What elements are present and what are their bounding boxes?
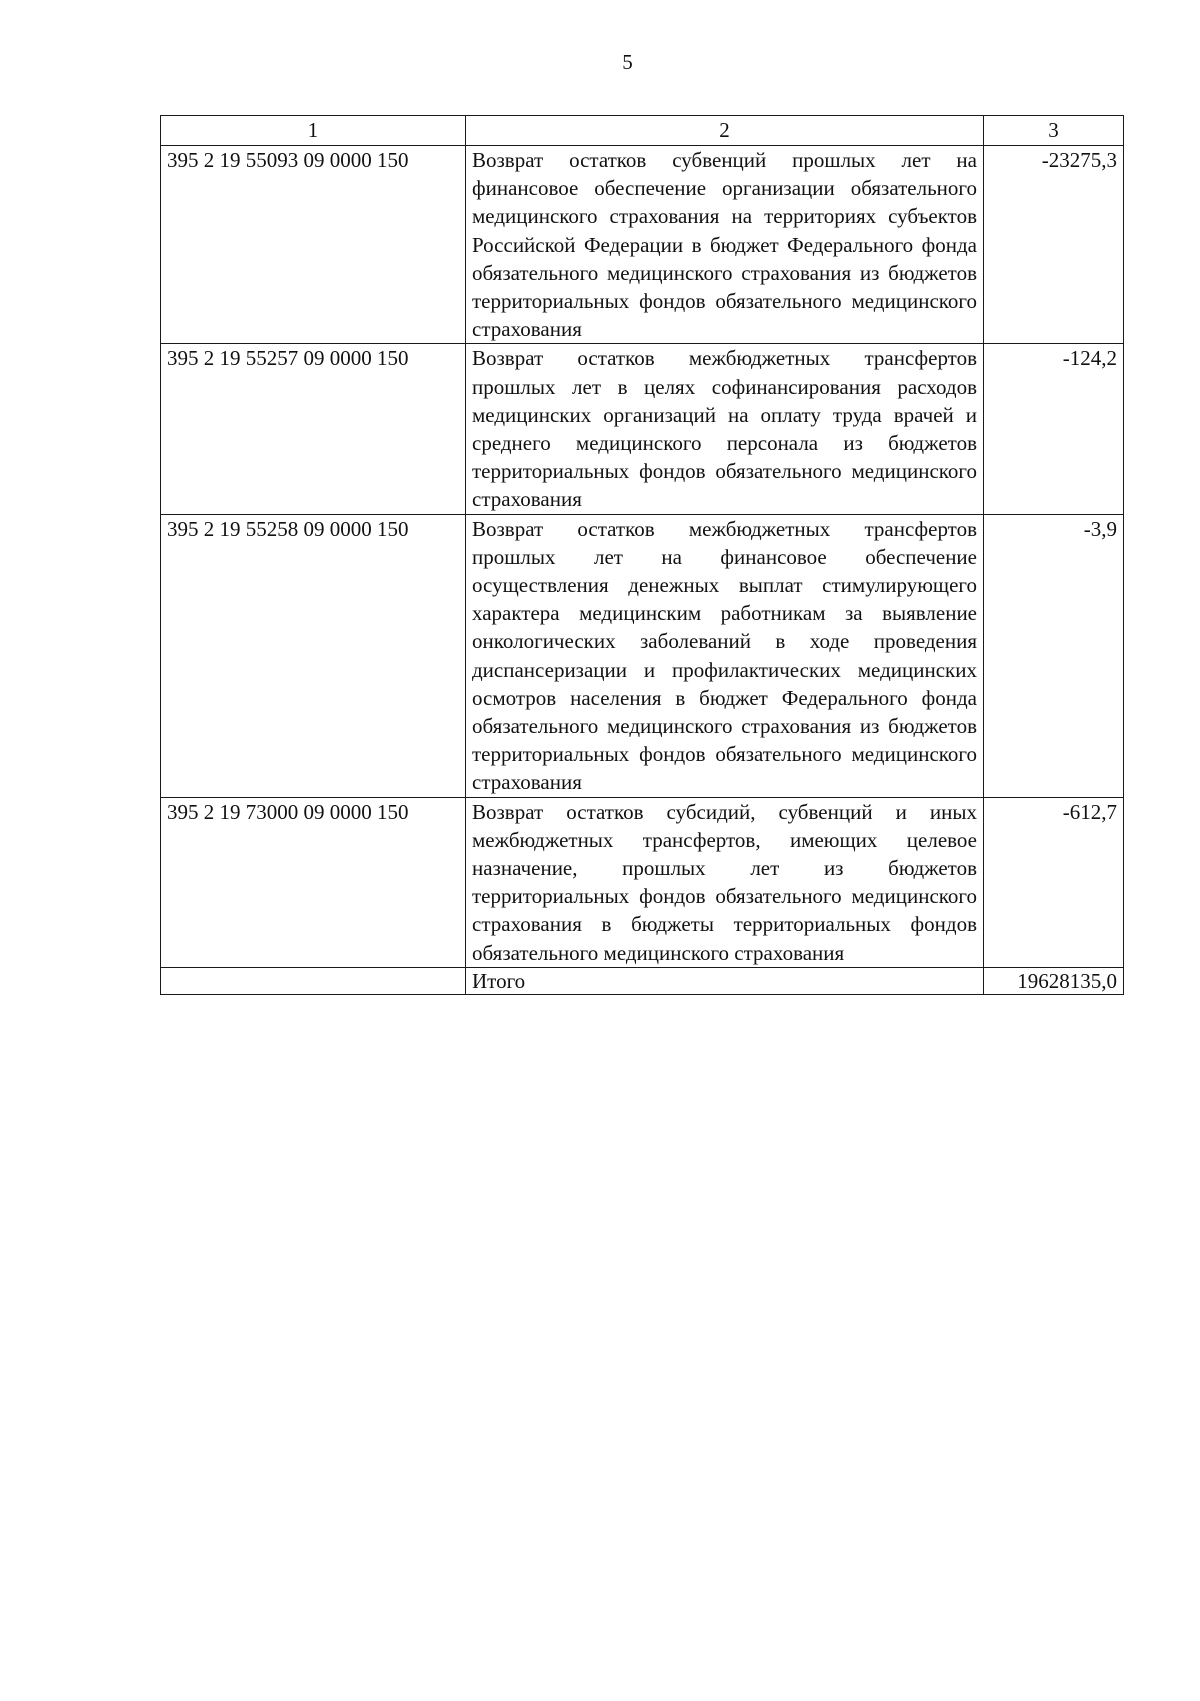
total-row	[161, 967, 1124, 994]
row-description: Возврат остатков межбюджетных трансфертов прошлых лет на финансовое обеспечение осуществления денежных выплат стимулирующего характера медицинским работникам за выявление онкологических заболеваний в ходе проведения диспансеризации и профилактических медицинских осмотров населения в бюджет Федерального фонда обязательного медицинского страхования из бюджетов территориальных фондов обязательного медицинского страхования	[466, 514, 984, 797]
budget-code: 395 2 19 55257 09 0000 150	[161, 344, 466, 514]
header-cell: 1	[161, 116, 466, 146]
table-row	[161, 146, 1124, 344]
table-row	[161, 514, 1124, 797]
row-amount: -124,2	[984, 344, 1124, 514]
row-amount: -3,9	[984, 514, 1124, 797]
budget-table	[160, 115, 1124, 995]
budget-code: 395 2 19 55258 09 0000 150	[161, 514, 466, 797]
budget-code: 395 2 19 55093 09 0000 150	[161, 146, 466, 344]
header-cell: 3	[984, 116, 1124, 146]
total-amount: 19628135,0	[984, 967, 1124, 994]
page-number: 5	[622, 50, 633, 74]
row-description: Возврат остатков субсидий, субвенций и иных межбюджетных трансфертов, имеющих целевое назначение, прошлых лет из бюджетов территориальных фондов обязательного медицинского страхования в бюджеты территориальных фондов обязательного медицинского страхования	[466, 797, 984, 967]
empty-cell	[161, 967, 466, 994]
table-row	[161, 797, 1124, 967]
header-cell: 2	[466, 116, 984, 146]
budget-code: 395 2 19 73000 09 0000 150	[161, 797, 466, 967]
row-description: Возврат остатков субвенций прошлых лет на финансовое обеспечение организации обязательного медицинского страхования на территориях субъектов Российской Федерации в бюджет Федерального фонда обязательного медицинского страхования из бюджетов территориальных фондов обязательного медицинского страхования	[466, 146, 984, 344]
table-row	[161, 344, 1124, 514]
total-label: Итого	[466, 967, 984, 994]
row-amount: -23275,3	[984, 146, 1124, 344]
row-amount: -612,7	[984, 797, 1124, 967]
row-description: Возврат остатков межбюджетных трансфертов прошлых лет в целях софинансирования расходов медицинских организаций на оплату труда врачей и среднего медицинского персонала из бюджетов территориальных фондов обязательного медицинского страхования	[466, 344, 984, 514]
table-header-row	[161, 116, 1124, 146]
